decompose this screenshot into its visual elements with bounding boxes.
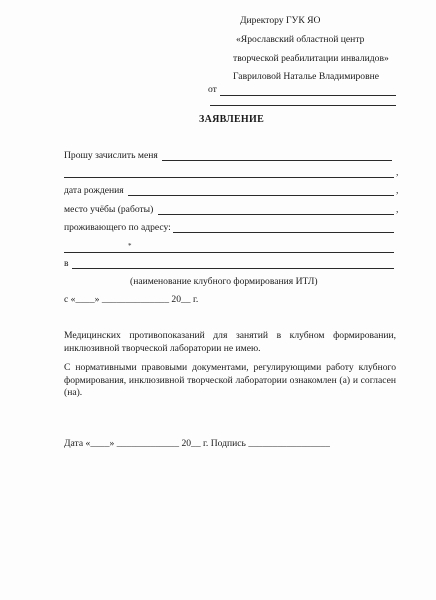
header-from-line-2 — [210, 105, 396, 106]
header-line-recipient: Гавриловой Наталье Владимировне — [233, 71, 379, 82]
header-line-center: «Ярославский областной центр — [236, 34, 365, 45]
birth-date-line — [128, 195, 394, 196]
enroll-line — [162, 160, 392, 161]
start-date: с «____» ______________ 20__ г. — [64, 294, 199, 305]
comma-1: , — [396, 167, 399, 178]
club-hint: (наименование клубного формирования ИТЛ) — [130, 276, 318, 287]
birth-date-label: дата рождения — [64, 185, 124, 196]
comma-3: , — [396, 204, 399, 215]
comma-2: , — [396, 185, 399, 196]
study-place-label: место учёбы (работы) — [64, 204, 154, 215]
document-title: ЗАЯВЛЕНИЕ — [199, 114, 265, 125]
address-label: проживающего по адресу: — [64, 222, 171, 233]
address-line — [173, 232, 394, 233]
footer-date-signature: Дата «____» _____________ 20__ г. Подпись _________________ — [64, 438, 330, 449]
enroll-label: Прошу зачислить меня — [64, 150, 158, 161]
study-place-line — [158, 214, 394, 215]
rules-statement: С нормативными правовыми документами, регулирующими работу клубного формирования, инклюзивной творческой лаборатории ознакомлен (а) и согласен (на). — [64, 362, 396, 398]
name-line-2 — [64, 177, 394, 178]
club-in-label: в — [64, 258, 69, 269]
header-line-rehab: творческой реабилитации инвалидов» — [233, 53, 389, 64]
club-line — [72, 268, 394, 269]
stray-mark: * — [128, 242, 132, 250]
header-from-line — [220, 95, 396, 96]
address-line-2 — [64, 252, 394, 253]
header-line-director: Директору ГУК ЯО — [240, 15, 321, 26]
header-from-label: от — [208, 84, 217, 95]
medical-statement: Медицинских противопоказаний для занятий в клубном формировании, инклюзивной творческой лаборатории не имею. — [64, 330, 396, 354]
